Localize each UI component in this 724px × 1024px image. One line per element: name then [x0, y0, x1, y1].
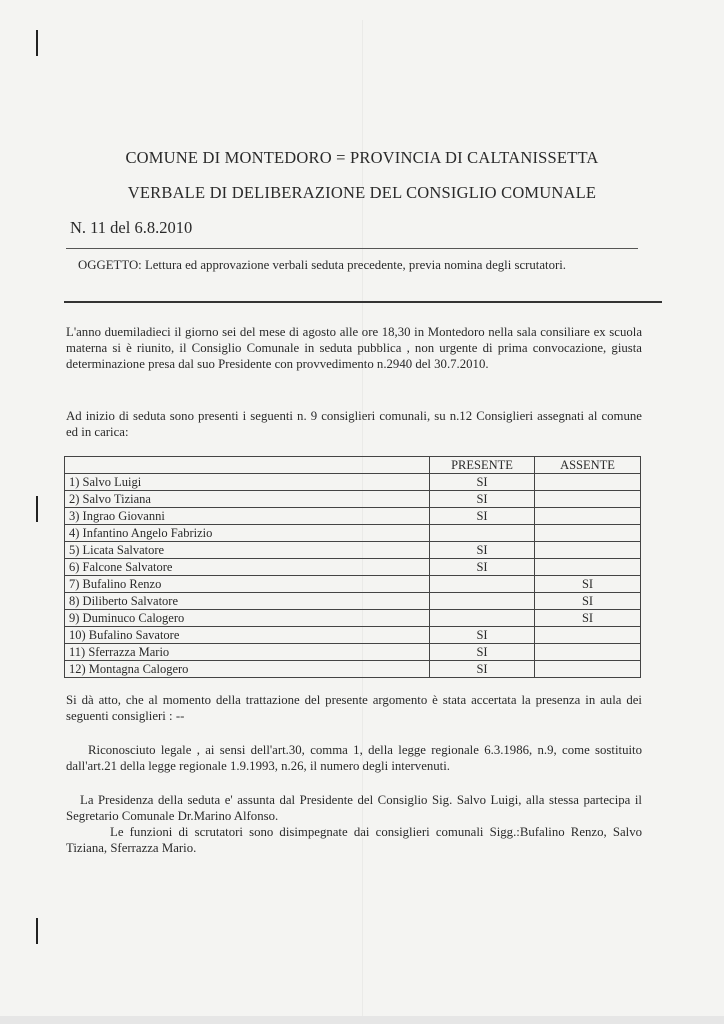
member-name: 3) Ingrao Giovanni — [65, 508, 430, 525]
presente-cell: SI — [430, 627, 535, 644]
presente-cell: SI — [430, 508, 535, 525]
member-name: 11) Sferrazza Mario — [65, 644, 430, 661]
scan-edge — [0, 1016, 724, 1024]
subject-line: OGGETTO: Lettura ed approvazione verbali seduta precedente, previa nomina degli scrutatori. — [78, 258, 566, 272]
attendance-table — [64, 456, 641, 678]
table-row — [65, 576, 641, 593]
header-name — [65, 457, 430, 474]
table-row — [65, 610, 641, 627]
assente-cell — [535, 474, 641, 491]
header-presente: PRESENTE — [430, 457, 535, 474]
table-row — [65, 491, 641, 508]
table-row — [65, 525, 641, 542]
assente-cell — [535, 525, 641, 542]
member-name: 8) Diliberto Salvatore — [65, 593, 430, 610]
punch-mark — [36, 496, 38, 522]
presente-cell — [430, 576, 535, 593]
table-row — [65, 593, 641, 610]
assente-cell — [535, 627, 641, 644]
header-line-1: COMUNE DI MONTEDORO = PROVINCIA DI CALTANISSETTA — [125, 148, 599, 167]
table-row — [65, 508, 641, 525]
paragraph-scrutineers: Le funzioni di scrutatori sono disimpegnate dai consiglieri comunali Sigg.:Bufalino Renzo, Salvo Tiziana, Sferrazza Mario. — [66, 825, 642, 855]
paragraph-attendance: Ad inizio di seduta sono presenti i seguenti n. 9 consiglieri comunali, su n.12 Consiglieri assegnati al comune ed in carica: — [66, 409, 642, 439]
assente-cell — [535, 491, 641, 508]
member-name: 4) Infantino Angelo Fabrizio — [65, 525, 430, 542]
presente-cell: SI — [430, 491, 535, 508]
assente-cell: SI — [535, 610, 641, 627]
assente-cell: SI — [535, 593, 641, 610]
member-name: 5) Licata Salvatore — [65, 542, 430, 559]
divider — [64, 301, 662, 303]
table-row — [65, 474, 641, 491]
paragraph-legal: Riconosciuto legale , ai sensi dell'art.30, comma 1, della legge regionale 6.3.1986, n.9, come sostituito dall'art.21 della legge regionale 1.9.1993, n.26, il numero degli intervenuti. — [66, 743, 642, 773]
member-name: 12) Montagna Calogero — [65, 661, 430, 678]
presente-cell: SI — [430, 474, 535, 491]
member-name: 2) Salvo Tiziana — [65, 491, 430, 508]
member-name: 6) Falcone Salvatore — [65, 559, 430, 576]
presente-cell: SI — [430, 559, 535, 576]
table-row — [65, 627, 641, 644]
member-name: 9) Duminuco Calogero — [65, 610, 430, 627]
paragraph-presence: Si dà atto, che al momento della trattazione del presente argomento è stata accertata la presenza in aula dei seguenti consiglieri : -- — [66, 693, 642, 723]
table-header-row — [65, 457, 641, 474]
table-row — [65, 559, 641, 576]
divider — [66, 248, 638, 249]
punch-mark — [36, 30, 38, 56]
header-assente: ASSENTE — [535, 457, 641, 474]
presente-cell — [430, 593, 535, 610]
presente-cell: SI — [430, 542, 535, 559]
presente-cell — [430, 525, 535, 542]
presente-cell — [430, 610, 535, 627]
punch-mark — [36, 918, 38, 944]
member-name: 1) Salvo Luigi — [65, 474, 430, 491]
assente-cell: SI — [535, 576, 641, 593]
member-name: 10) Bufalino Savatore — [65, 627, 430, 644]
assente-cell — [535, 559, 641, 576]
deliberation-number: N. 11 del 6.8.2010 — [70, 218, 193, 237]
assente-cell — [535, 661, 641, 678]
paragraph-opening: L'anno duemiladieci il giorno sei del mese di agosto alle ore 18,30 in Montedoro nella sala consiliare ex scuola materna si è riunito, il Consiglio Comunale in seduta pubblica , non urgente di prima convocazione, giusta determinazione presa dal suo Presidente con provvedimento n.2940 del 30.7.2010. — [66, 325, 642, 371]
paragraph-presidency: La Presidenza della seduta e' assunta dal Presidente del Consiglio Sig. Salvo Luigi, alla stessa partecipa il Segretario Comunale Dr.Marino Alfonso. — [66, 793, 642, 823]
header-line-2: VERBALE DI DELIBERAZIONE DEL CONSIGLIO COMUNALE — [127, 183, 597, 202]
table-row — [65, 542, 641, 559]
presente-cell: SI — [430, 644, 535, 661]
assente-cell — [535, 542, 641, 559]
presente-cell: SI — [430, 661, 535, 678]
assente-cell — [535, 508, 641, 525]
table-row — [65, 644, 641, 661]
assente-cell — [535, 644, 641, 661]
member-name: 7) Bufalino Renzo — [65, 576, 430, 593]
table-row — [65, 661, 641, 678]
